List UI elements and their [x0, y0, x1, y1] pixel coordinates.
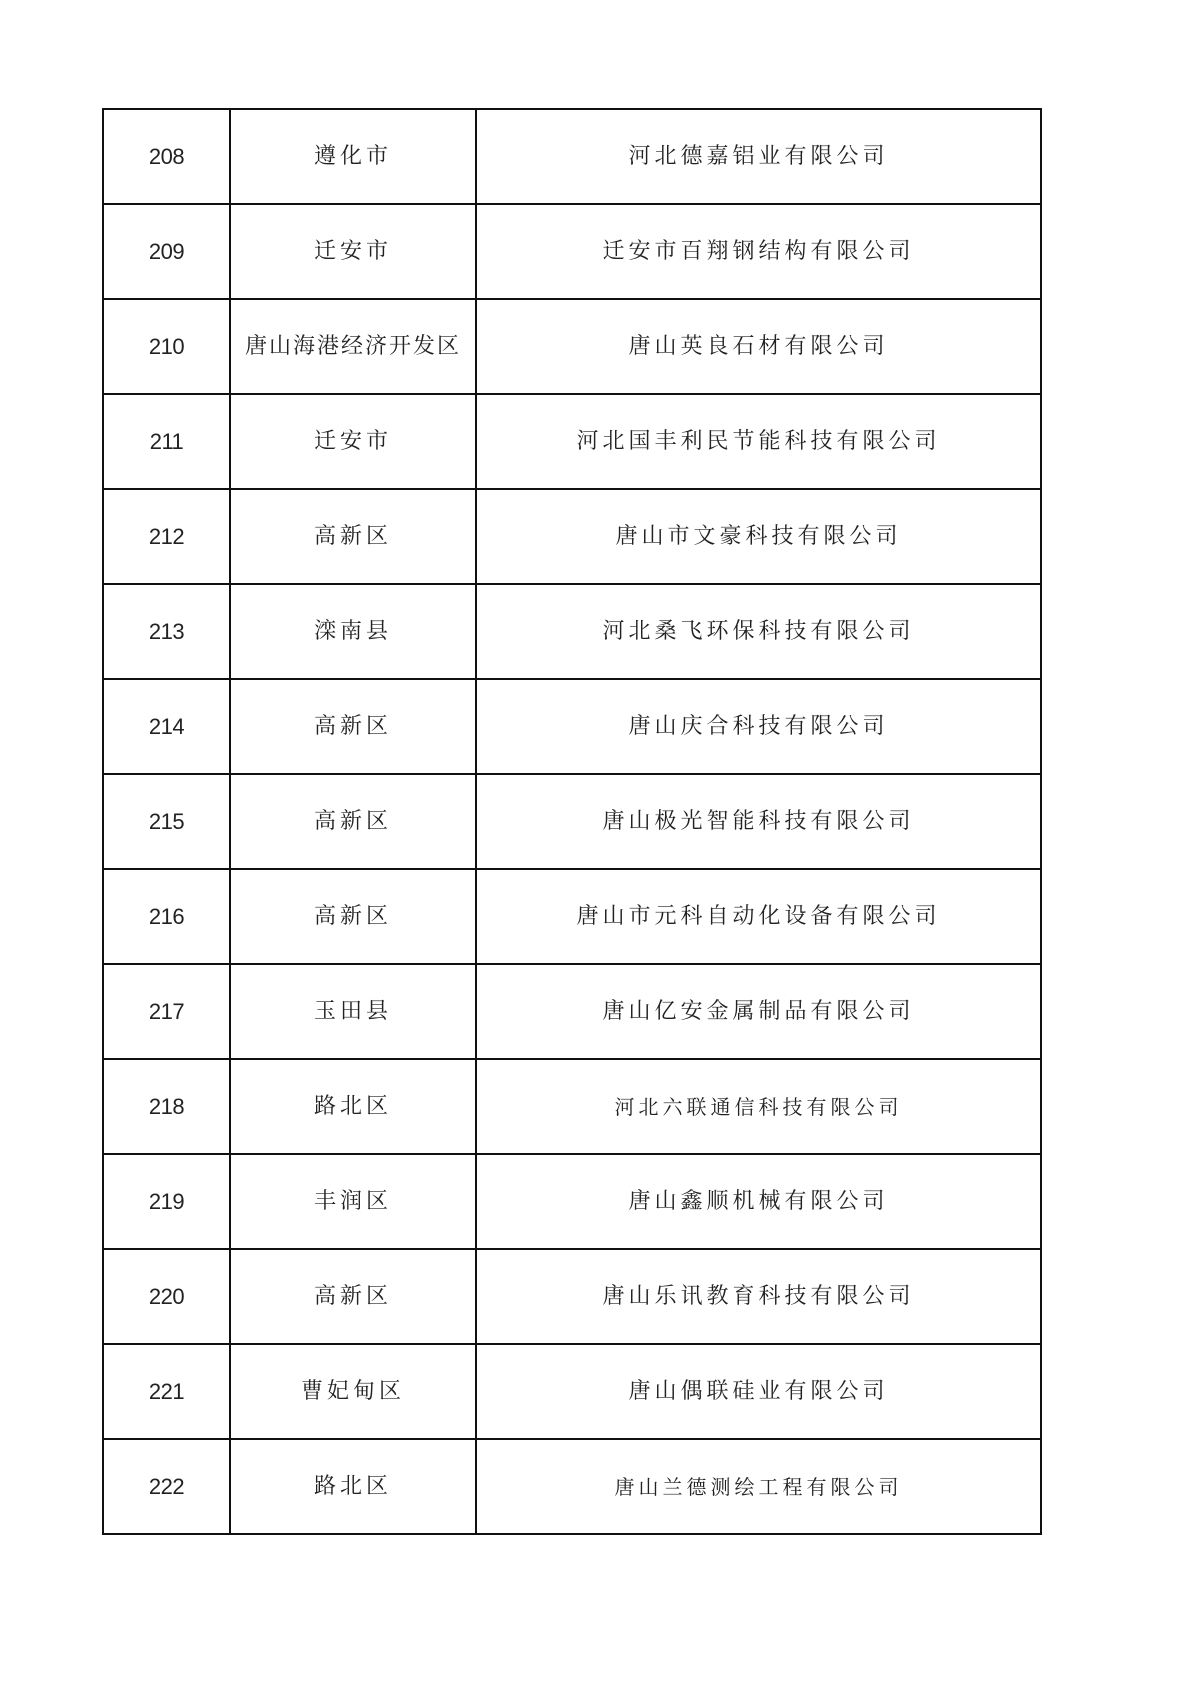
- row-number: 215: [103, 774, 230, 869]
- row-area: 曹妃甸区: [230, 1344, 476, 1439]
- table-row: [103, 489, 1041, 584]
- table-body: [103, 109, 1041, 1534]
- row-area: 唐山海港经济开发区: [230, 299, 476, 394]
- table-row: [103, 1249, 1041, 1344]
- row-area: 迁安市: [230, 204, 476, 299]
- row-number: 210: [103, 299, 230, 394]
- row-area: 高新区: [230, 489, 476, 584]
- row-number: 211: [103, 394, 230, 489]
- row-number: 208: [103, 109, 230, 204]
- row-area: 遵化市: [230, 109, 476, 204]
- row-company: 唐山亿安金属制品有限公司: [476, 964, 1041, 1059]
- table-row: [103, 299, 1041, 394]
- row-number: 217: [103, 964, 230, 1059]
- row-number: 216: [103, 869, 230, 964]
- row-number: 219: [103, 1154, 230, 1249]
- row-company: 唐山庆合科技有限公司: [476, 679, 1041, 774]
- row-company: 河北桑飞环保科技有限公司: [476, 584, 1041, 679]
- row-area: 玉田县: [230, 964, 476, 1059]
- row-area: 迁安市: [230, 394, 476, 489]
- table-row: [103, 869, 1041, 964]
- row-number: 221: [103, 1344, 230, 1439]
- row-number: 220: [103, 1249, 230, 1344]
- table-row: [103, 1439, 1041, 1534]
- row-company: 唐山兰德测绘工程有限公司: [476, 1439, 1041, 1534]
- row-company: 唐山市元科自动化设备有限公司: [476, 869, 1041, 964]
- row-area: 滦南县: [230, 584, 476, 679]
- row-area: 丰润区: [230, 1154, 476, 1249]
- row-company: 河北德嘉铝业有限公司: [476, 109, 1041, 204]
- row-company: 河北六联通信科技有限公司: [476, 1059, 1041, 1154]
- table-row: [103, 584, 1041, 679]
- table-row: [103, 964, 1041, 1059]
- table-row: [103, 774, 1041, 869]
- table-row: [103, 204, 1041, 299]
- row-area: 路北区: [230, 1059, 476, 1154]
- row-company: 迁安市百翔钢结构有限公司: [476, 204, 1041, 299]
- row-number: 222: [103, 1439, 230, 1534]
- company-list-table: [102, 108, 1042, 1535]
- row-area: 路北区: [230, 1439, 476, 1534]
- row-area: 高新区: [230, 1249, 476, 1344]
- table-row: [103, 679, 1041, 774]
- row-company: 唐山乐讯教育科技有限公司: [476, 1249, 1041, 1344]
- row-company: 唐山市文豪科技有限公司: [476, 489, 1041, 584]
- table-row: [103, 394, 1041, 489]
- row-company: 河北国丰利民节能科技有限公司: [476, 394, 1041, 489]
- table-row: [103, 1059, 1041, 1154]
- row-number: 209: [103, 204, 230, 299]
- row-number: 212: [103, 489, 230, 584]
- table-row: [103, 1344, 1041, 1439]
- row-area: 高新区: [230, 774, 476, 869]
- row-area: 高新区: [230, 869, 476, 964]
- table-row: [103, 109, 1041, 204]
- row-area: 高新区: [230, 679, 476, 774]
- row-number: 218: [103, 1059, 230, 1154]
- row-number: 213: [103, 584, 230, 679]
- row-company: 唐山英良石材有限公司: [476, 299, 1041, 394]
- table-row: [103, 1154, 1041, 1249]
- row-company: 唐山极光智能科技有限公司: [476, 774, 1041, 869]
- row-company: 唐山鑫顺机械有限公司: [476, 1154, 1041, 1249]
- row-company: 唐山偶联硅业有限公司: [476, 1344, 1041, 1439]
- row-number: 214: [103, 679, 230, 774]
